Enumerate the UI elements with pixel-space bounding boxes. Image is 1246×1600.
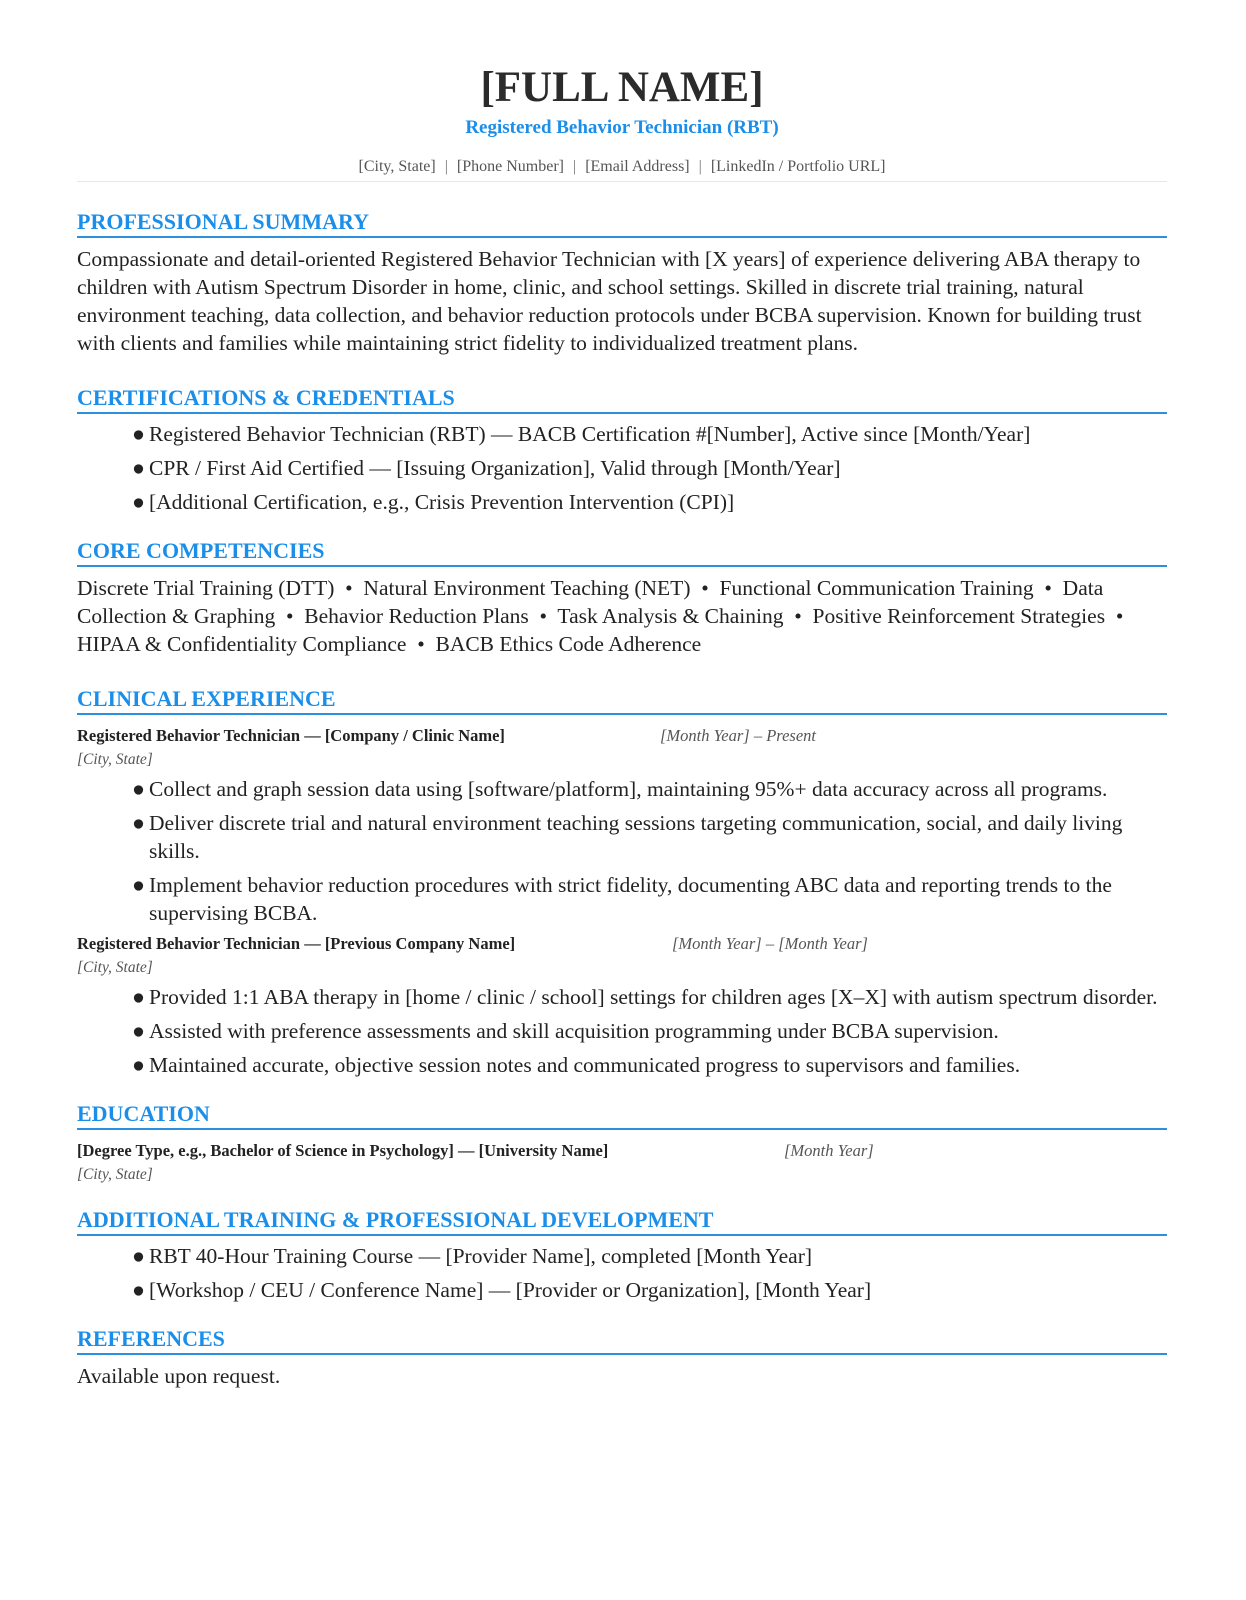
degree-university: [Degree Type, e.g., Bachelor of Science in Psychology] — [University Name] [77, 1141, 609, 1160]
contact-separator: | [573, 158, 577, 175]
contact-city: [City, State] [358, 158, 436, 175]
competencies-heading: CORE COMPETENCIES [77, 537, 1167, 567]
list-item: ● RBT 40-Hour Training Course — [Provider Name], completed [Month Year] [132, 1244, 813, 1268]
job-bullet-text: Collect and graph session data using [software/platform], maintaining 95%+ data accuracy across all programs. [149, 777, 1108, 801]
contact-line [77, 157, 1167, 182]
resume-page [77, 0, 1167, 1390]
job-bullet-text: Deliver discrete trial and natural environment teaching sessions targeting communication, social, and daily living skills. [149, 811, 1123, 863]
education-date: [Month Year] [784, 1141, 874, 1160]
job-bullet-text: Implement behavior reduction procedures with strict fidelity, documenting ABC data and reporting trends to the supervising BCBA. [149, 873, 1112, 925]
references-heading: REFERENCES [77, 1325, 1167, 1355]
job-bullet-text: Maintained accurate, objective session notes and communicated progress to supervisors and families. [149, 1053, 1021, 1077]
job-location: [City, State] [77, 751, 153, 768]
job-bullet-text: Provided 1:1 ABA therapy in [home / clinic / school] settings for children ages [X–X] with autism spectrum disorder. [149, 985, 1158, 1009]
certification-text: Registered Behavior Technician (RBT) — BACB Certification #[Number], Active since [Month/Year] [149, 422, 1031, 446]
job-title-company: Registered Behavior Technician — [Company / Clinic Name] [77, 726, 505, 745]
job-bullets [77, 775, 1167, 927]
job-bullets [77, 983, 1167, 1079]
job-title: Registered Behavior Technician (RBT) [465, 117, 779, 138]
education-heading: EDUCATION [77, 1100, 1167, 1130]
summary-heading: PROFESSIONAL SUMMARY [77, 208, 1167, 238]
summary-text: Compassionate and detail-oriented Registered Behavior Technician with [X years] of experience delivering ABA therapy to children with Autism Spectrum Disorder in home, clinic, and school settings. Skilled in discrete trial training, natural environment teaching, data collection, and behavior reduction protocols under BCBA supervision. Known for building trust with clients and families while maintaining strict fidelity to individualized treatment plans. [77, 247, 1142, 355]
certification-text: [Additional Certification, e.g., Crisis Prevention Intervention (CPI)] [149, 490, 735, 514]
training-text: RBT 40-Hour Training Course — [Provider Name], completed [Month Year] [149, 1244, 813, 1268]
experience-heading: CLINICAL EXPERIENCE [77, 685, 1167, 715]
list-item: ● Collect and graph session data using [software/platform], maintaining 95%+ data accuracy across all programs. [132, 777, 1108, 801]
full-name: [FULL NAME] [480, 64, 764, 111]
list-item: ● Implement behavior reduction procedures with strict fidelity, documenting ABC data and reporting trends to the supervising BCBA. [132, 873, 1112, 925]
education-location: [City, State] [77, 1166, 153, 1183]
competencies-text: Discrete Trial Training (DTT) • Natural Environment Teaching (NET) • Functional Communication Training • Data Collection & Graphing • Behavior Reduction Plans • Task Analysis & Chaining • Positive Reinforcement Strategies • HIPAA & Confidentiality Compliance • BACB Ethics Code Adherence [77, 576, 1135, 656]
job-header [77, 933, 1167, 955]
job-header [77, 725, 1167, 747]
job-entry [77, 725, 1167, 927]
references-text: Available upon request. [77, 1364, 281, 1388]
contact-phone: [Phone Number] [456, 158, 564, 175]
contact-separator: | [444, 158, 448, 175]
list-item: ● Provided 1:1 ABA therapy in [home / clinic / school] settings for children ages [X–X] with autism spectrum disorder. [132, 985, 1158, 1009]
job-dates: [Month Year] – Present [660, 726, 816, 745]
job-entry [77, 933, 1167, 1079]
education-entry [77, 1140, 1167, 1185]
list-item: ● Registered Behavior Technician (RBT) — BACB Certification #[Number], Active since [Month/Year] [132, 422, 1031, 446]
list-item: ● [Workshop / CEU / Conference Name] — [Provider or Organization], [Month Year] [132, 1278, 872, 1302]
contact-separator: | [698, 158, 702, 175]
certifications-heading: CERTIFICATIONS & CREDENTIALS [77, 384, 1167, 414]
contact-email: [Email Address] [585, 158, 690, 175]
job-dates: [Month Year] – [Month Year] [672, 934, 868, 953]
list-item: ● CPR / First Aid Certified — [Issuing Organization], Valid through [Month/Year] [132, 456, 841, 480]
certifications-list [77, 420, 1167, 516]
education-header [77, 1140, 1167, 1162]
list-item: ● [Additional Certification, e.g., Crisis Prevention Intervention (CPI)] [132, 490, 735, 514]
training-text: [Workshop / CEU / Conference Name] — [Provider or Organization], [Month Year] [149, 1278, 872, 1302]
list-item: ● Deliver discrete trial and natural environment teaching sessions targeting communication, social, and daily living skills. [132, 811, 1123, 863]
training-list [77, 1242, 1167, 1304]
certification-text: CPR / First Aid Certified — [Issuing Organization], Valid through [Month/Year] [149, 456, 841, 480]
job-location: [City, State] [77, 959, 153, 976]
job-title-company: Registered Behavior Technician — [Previous Company Name] [77, 934, 516, 953]
training-heading: ADDITIONAL TRAINING & PROFESSIONAL DEVELOPMENT [77, 1206, 1167, 1236]
contact-url: [LinkedIn / Portfolio URL] [710, 158, 886, 175]
list-item: ● Assisted with preference assessments and skill acquisition programming under BCBA supervision. [132, 1019, 999, 1043]
list-item: ● Maintained accurate, objective session notes and communicated progress to supervisors and families. [132, 1053, 1021, 1077]
job-bullet-text: Assisted with preference assessments and skill acquisition programming under BCBA supervision. [149, 1019, 999, 1043]
